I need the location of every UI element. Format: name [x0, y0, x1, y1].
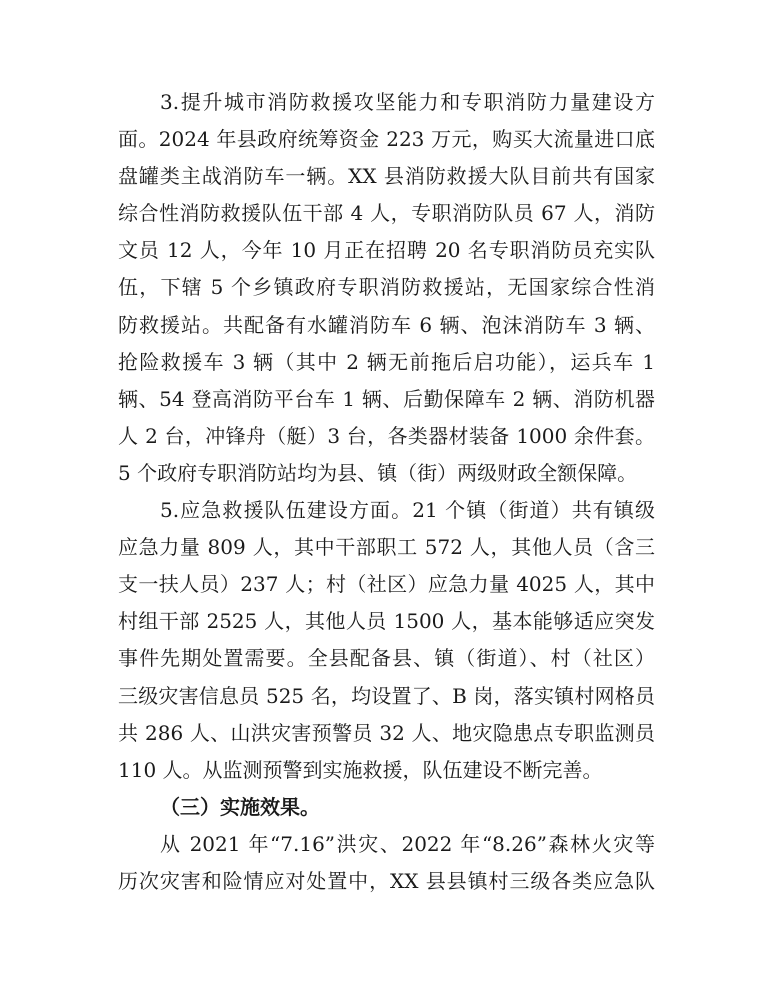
- paragraph-outcome: [118, 826, 655, 900]
- paragraph-fire-rescue: [118, 84, 655, 492]
- paragraph-line: 三级灾害信息员 525 名，均设置了、B 岗，落实镇村网格员: [118, 683, 655, 708]
- paragraph-line: 人 2 台，冲锋舟（艇）3 台，各类器材装备 1000 余件套。: [118, 423, 655, 448]
- paragraph-line: 3.提升城市消防救援攻坚能力和专职消防力量建设方: [160, 90, 655, 114]
- paragraph-line: 事件先期处置需要。全县配备县、镇（街道）、村（社区）: [118, 646, 655, 671]
- paragraph-line: 面。2024 年县政府统筹资金 223 万元，购买大流量进口底: [118, 127, 655, 152]
- paragraph-line: 共 286 人、山洪灾害预警员 32 人、地灾隐患点专职监测员: [118, 720, 655, 745]
- paragraph-line: 防救援站。共配备有水罐消防车 6 辆、泡沫消防车 3 辆、: [118, 312, 655, 337]
- section-subheading: （三）实施效果。: [160, 794, 320, 819]
- paragraph-line: 伍，下辖 5 个乡镇政府专职消防救援站，无国家综合性消: [118, 275, 655, 300]
- paragraph-line: 应急力量 809 人，其中干部职工 572 人，其他人员（含三: [118, 535, 655, 560]
- paragraph-line: 文员 12 人，今年 10 月正在招聘 20 名专职消防员充实队: [118, 238, 655, 263]
- paragraph-line: 抢险救援车 3 辆（其中 2 辆无前拖后启功能），运兵车 1: [118, 349, 655, 374]
- paragraph-line: 5 个政府专职消防站均为县、镇（街）两级财政全额保障。: [118, 460, 638, 485]
- paragraph-line: 辆、54 登高消防平台车 1 辆、后勤保障车 2 辆、消防机器: [118, 386, 655, 411]
- paragraph-line: 历次灾害和险情应对处置中，XX 县县镇村三级各类应急队: [118, 868, 655, 893]
- paragraph-line: 支一扶人员）237 人；村（社区）应急力量 4025 人，其中: [118, 572, 655, 597]
- paragraph-line: 村组干部 2525 人，其他人员 1500 人，基本能够适应突发: [118, 609, 655, 634]
- paragraph-emergency-team: [118, 492, 655, 789]
- paragraph-line: 5.应急救援队伍建设方面。21 个镇（街道）共有镇级: [160, 498, 655, 523]
- document-body: [118, 84, 655, 900]
- paragraph-line: 110 人。从监测预警到实施救援，队伍建设不断完善。: [118, 757, 603, 782]
- paragraph-line: 从 2021 年“7.16”洪灾、2022 年“8.26”森林火灾等: [160, 831, 655, 856]
- paragraph-line: 盘罐类主战消防车一辆。XX 县消防救援大队目前共有国家: [118, 164, 655, 189]
- paragraph-line: 综合性消防救援队伍干部 4 人，专职消防队员 67 人，消防: [118, 201, 655, 226]
